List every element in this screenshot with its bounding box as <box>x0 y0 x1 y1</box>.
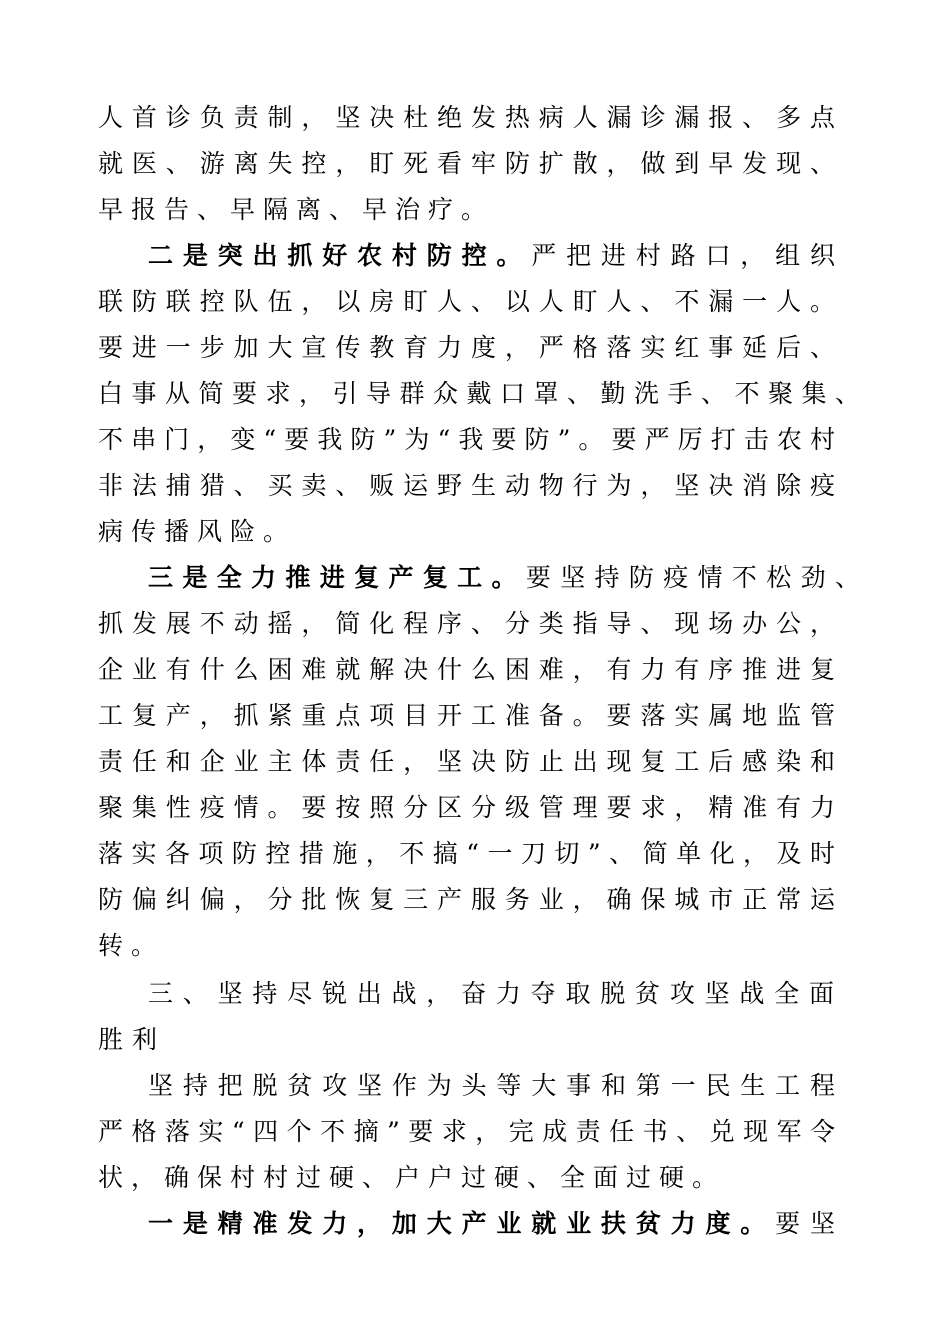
section-heading-3-line-2: 胜利 <box>98 1025 167 1054</box>
p3-line-3: 企业有什么困难就解决什么困难，有力有序推进复 <box>98 655 843 684</box>
p3-line-4: 工复产，抓紧重点项目开工准备。要落实属地监管 <box>98 701 843 730</box>
p1-line-3: 早报告、早隔离、早治疗。 <box>98 195 495 224</box>
p3-line-1-rest: 要坚持防疫情不松劲、 <box>525 563 868 592</box>
p4-line-2: 严格落实“四个不摘”要求，完成责任书、兑现军令 <box>98 1117 843 1146</box>
p3-line-7: 落实各项防控措施，不搞“一刀切”、简单化，及时 <box>98 839 843 868</box>
p2-line-2: 联防联控队伍，以房盯人、以人盯人、不漏一人。 <box>98 287 843 316</box>
p3-line-1 <box>148 555 868 601</box>
p1-line-2: 就医、游离失控，盯死看牢防扩散，做到早发现、 <box>98 149 843 178</box>
p5-line-1-rest: 要坚 <box>775 1209 843 1238</box>
p4-line-3: 状，确保村村过硬、户户过硬、全面过硬。 <box>98 1163 726 1192</box>
p3-line-9: 转。 <box>98 931 165 960</box>
p3-line-5: 责任和企业主体责任，坚决防止出现复工后感染和 <box>98 747 843 776</box>
p2-line-3: 要进一步加大宣传教育力度，严格落实红事延后、 <box>98 333 843 362</box>
p4-line-1: 坚持把脱贫攻坚作为头等大事和第一民生工程 <box>148 1071 843 1100</box>
p2-line-6: 非法捕猎、买卖、贩运野生动物行为，坚决消除疫 <box>98 471 843 500</box>
p2-line-5: 不串门，变“要我防”为“我要防”。要严厉打击农村 <box>98 425 843 454</box>
p3-line-8: 防偏纠偏，分批恢复三产服务业，确保城市正常运 <box>98 885 843 914</box>
section-heading-3-line-1: 三、坚持尽锐出战，奋力夺取脱贫攻坚战全面 <box>148 979 843 1008</box>
p3-line-2: 抓发展不动摇，简化程序、分类指导、现场办公， <box>98 609 843 638</box>
p2-line-7: 病传播风险。 <box>98 517 297 546</box>
p2-line-1-rest: 严把进村路口，组织 <box>531 241 843 270</box>
p2-line-4: 白事从简要求，引导群众戴口罩、勤洗手、不聚集、 <box>98 379 868 408</box>
p3-lead: 三是全力推进复产复工。 <box>148 563 526 592</box>
p3-line-6: 聚集性疫情。要按照分区分级管理要求，精准有力 <box>98 793 843 822</box>
p5-line-1 <box>148 1201 843 1247</box>
p2-lead: 二是突出抓好农村防控。 <box>148 241 532 270</box>
p5-lead: 一是精准发力，加大产业就业扶贫力度。 <box>148 1209 776 1238</box>
p2-line-1 <box>148 233 843 279</box>
p1-line-1: 人首诊负责制，坚决杜绝发热病人漏诊漏报、多点 <box>98 103 843 132</box>
